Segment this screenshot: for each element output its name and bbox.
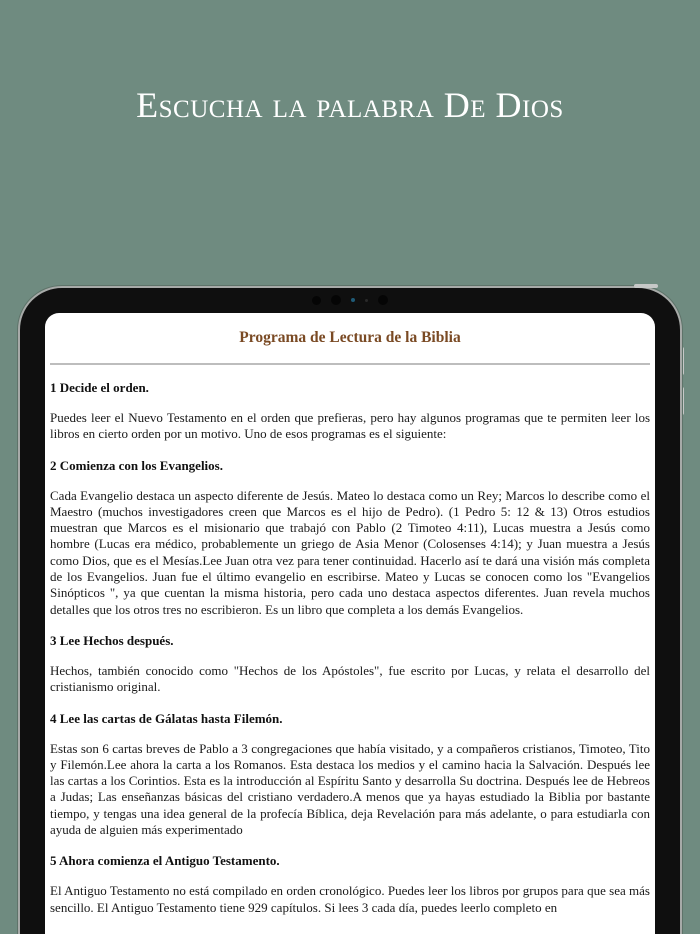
camera-bar: [312, 295, 388, 305]
section-heading: 2 Comienza con los Evangelios.: [50, 457, 223, 473]
title-divider: [50, 363, 650, 365]
section-2: [50, 457, 650, 618]
sensor-icon: [312, 296, 321, 305]
section-4: [50, 710, 650, 839]
section-heading: 1 Decide el orden.: [50, 380, 149, 395]
promo-headline: Escucha la palabra De Dios: [136, 85, 564, 125]
power-button: [634, 284, 658, 288]
section-heading: 3 Lee Hechos después.: [50, 632, 174, 648]
document-title: Programa de Lectura de la Biblia: [239, 329, 461, 346]
section-heading: 5 Ahora comienza el Antiguo Testamento.: [50, 853, 280, 869]
indicator-light-icon: [365, 299, 368, 302]
sensor-icon: [378, 295, 388, 305]
section-3: [50, 632, 650, 696]
sensor-icon: [331, 295, 341, 305]
section-body: Cada Evangelio destaca un aspecto diferente de Jesús. Mateo lo destaca como un Rey; Marcos lo describe como el Maestro (muchos investigadores creen que Marcos es el hijo de Pedro). (1 Pedro 5: 12 & 13) Otros estudios muestran que Marcos es el misionario que trabajó con Pablo (2 Timoteo 4:11), Lucas muestra a Jesús como hombre (Lucas era médico, probablemente un griego de Asia Menor (Colosenses 4:14); y Juan muestra a Jesús como Dios, que es el Mesías.Lee Juan otra vez para tener continuidad. Hacerlo así te dará una visión más completa de los Evangelios. Juan fue el último evangelio en escribirse. Mateo y Lucas se conocen como los "Evangelios Sinópticos ", ya que cuentan la misma historia, pero cada uno destaca aspectos diferentes. Juan revela muchos detalles que los otros tres no escribieron. Es un libro que completa a los demás Evangelios.: [50, 487, 650, 617]
section-5: [50, 852, 650, 916]
section-body: Estas son 6 cartas breves de Pablo a 3 congregaciones que había visitado, y a compañeros cristianos, Timoteo, Tito y Filemón.Lee ahora la carta a los Romanos. Esta destaca los medios y el camino hacia la Salvación. Después lee las cartas a los Corintios. Esta es la introducción al Espíritu Santo y desarrolla Su doctrina. Después lee de Hebreos a Judas; Las enseñanzas básicas del cristiano verdadero.A menos que ya hayas estudiado la Biblia por bastante tiempo, y tengas una idea general de la profecía Bíblica, deja Revelación para más adelante, o para estudiarla con ayuda de alguien más experimentado: [50, 740, 650, 838]
tablet-screen[interactable]: [45, 313, 655, 934]
section-body: Puedes leer el Nuevo Testamento en el orden que prefieras, pero hay algunos programas que te permiten leer los libros en cierto orden por un motivo. Uno de esos programas es el siguiente:: [50, 410, 650, 442]
section-body: Hechos, también conocido como "Hechos de los Apóstoles", fue escrito por Lucas, y relata el desarrollo del cristianismo original.: [50, 662, 650, 695]
camera-lens-icon: [351, 298, 355, 302]
tablet-frame: [18, 286, 682, 934]
section-heading: 4 Lee las cartas de Gálatas hasta Filemón.: [50, 710, 283, 726]
section-body: El Antiguo Testamento no está compilado en orden cronológico. Puedes leer los libros por grupos para que sea más sencillo. El Antiguo Testamento tiene 929 capítulos. Si lees 3 cada día, puedes leerlo completo en: [50, 883, 650, 915]
section-1: [50, 379, 650, 443]
